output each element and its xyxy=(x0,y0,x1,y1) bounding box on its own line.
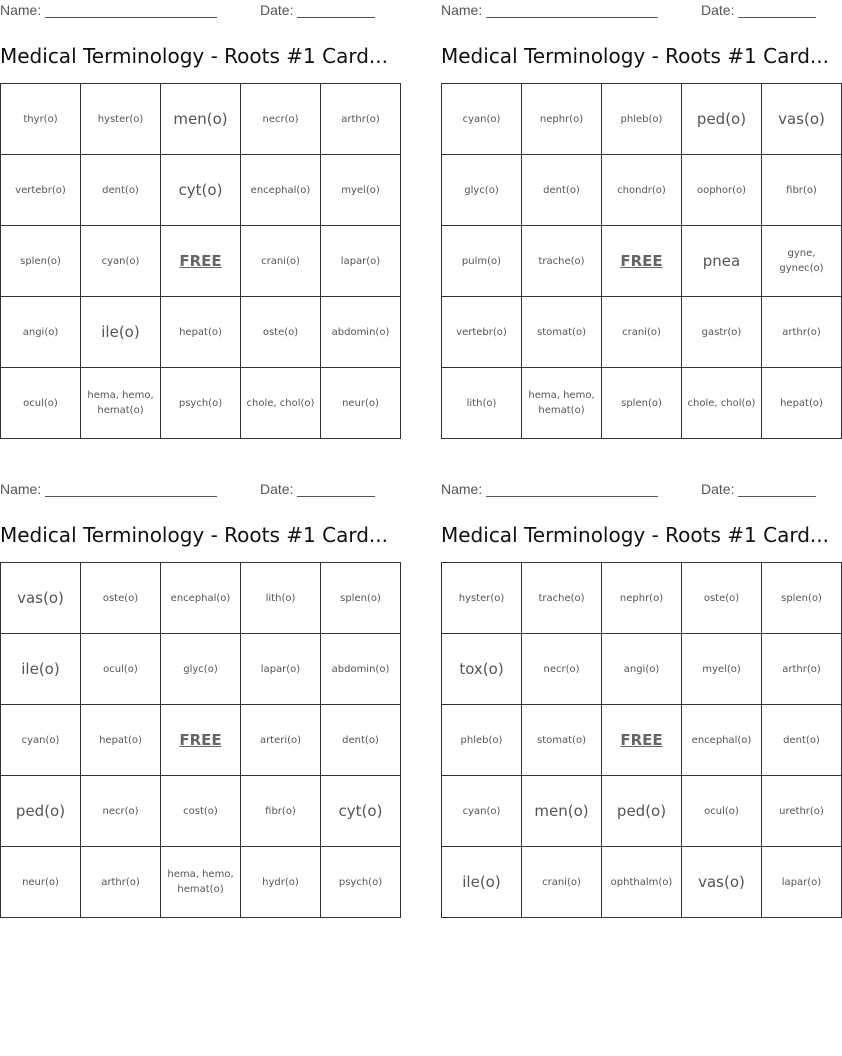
bingo-cell: encephal(o) xyxy=(682,705,762,776)
bingo-cell: vertebr(o) xyxy=(442,297,522,368)
name-blank-line xyxy=(45,17,217,18)
name-blank-line xyxy=(486,496,658,497)
name-label: Name: xyxy=(441,481,483,497)
free-space-cell: FREE xyxy=(161,226,241,297)
bingo-cell: ocul(o) xyxy=(81,634,161,705)
bingo-cell: splen(o) xyxy=(762,563,842,634)
bingo-cell: necr(o) xyxy=(522,634,602,705)
bingo-cell: cyt(o) xyxy=(161,155,241,226)
free-space-cell: FREE xyxy=(602,226,682,297)
bingo-cell: oste(o) xyxy=(81,563,161,634)
card-title: Medical Terminology - Roots #1 Card... xyxy=(441,523,829,547)
name-label: Name: xyxy=(0,2,42,18)
free-space-cell: FREE xyxy=(161,705,241,776)
name-blank-line xyxy=(45,496,217,497)
bingo-cell: lapar(o) xyxy=(241,634,321,705)
name-label: Name: xyxy=(441,2,483,18)
grid-row xyxy=(1,563,401,634)
bingo-grid xyxy=(441,83,842,439)
grid-row xyxy=(442,226,842,297)
name-label: Name: xyxy=(0,481,42,497)
grid-row xyxy=(442,705,842,776)
bingo-cell: glyc(o) xyxy=(161,634,241,705)
bingo-cell: cost(o) xyxy=(161,776,241,847)
bingo-cell: oophor(o) xyxy=(682,155,762,226)
grid-row xyxy=(1,84,401,155)
bingo-cell: angi(o) xyxy=(602,634,682,705)
bingo-cell: hepat(o) xyxy=(161,297,241,368)
bingo-cell: cyan(o) xyxy=(1,705,81,776)
bingo-cell: cyt(o) xyxy=(321,776,401,847)
bingo-cell: splen(o) xyxy=(321,563,401,634)
bingo-cell: psych(o) xyxy=(161,368,241,439)
bingo-cell: vas(o) xyxy=(682,847,762,918)
name-date-row xyxy=(0,481,375,499)
card-title: Medical Terminology - Roots #1 Card... xyxy=(0,44,388,68)
bingo-card-3 xyxy=(0,479,390,913)
grid-row xyxy=(442,563,842,634)
bingo-cell: dent(o) xyxy=(321,705,401,776)
grid-row xyxy=(1,226,401,297)
bingo-cell: abdomin(o) xyxy=(321,634,401,705)
card-title: Medical Terminology - Roots #1 Card... xyxy=(0,523,388,547)
bingo-cell: psych(o) xyxy=(321,847,401,918)
bingo-cell: gyne, gynec(o) xyxy=(762,226,842,297)
bingo-cell: ocul(o) xyxy=(1,368,81,439)
grid-row xyxy=(442,84,842,155)
name-date-row xyxy=(0,2,375,20)
bingo-cell: hema, hemo, hemat(o) xyxy=(522,368,602,439)
bingo-cell: ocul(o) xyxy=(682,776,762,847)
bingo-cell: dent(o) xyxy=(81,155,161,226)
name-blank-line xyxy=(486,17,658,18)
bingo-cell: trache(o) xyxy=(522,226,602,297)
bingo-cell: hepat(o) xyxy=(81,705,161,776)
bingo-cell: splen(o) xyxy=(602,368,682,439)
bingo-cell: tox(o) xyxy=(442,634,522,705)
bingo-cell: ile(o) xyxy=(442,847,522,918)
bingo-cell: neur(o) xyxy=(321,368,401,439)
name-date-row xyxy=(441,2,816,20)
bingo-cell: encephal(o) xyxy=(241,155,321,226)
bingo-cell: men(o) xyxy=(522,776,602,847)
bingo-cell: vertebr(o) xyxy=(1,155,81,226)
bingo-cell: phleb(o) xyxy=(442,705,522,776)
bingo-cell: ile(o) xyxy=(1,634,81,705)
bingo-cell: dent(o) xyxy=(762,705,842,776)
bingo-cell: arteri(o) xyxy=(241,705,321,776)
bingo-cell: trache(o) xyxy=(522,563,602,634)
bingo-cell: glyc(o) xyxy=(442,155,522,226)
bingo-cell: nephr(o) xyxy=(522,84,602,155)
bingo-cell: urethr(o) xyxy=(762,776,842,847)
grid-row xyxy=(442,368,842,439)
bingo-cell: cyan(o) xyxy=(81,226,161,297)
date-blank-line xyxy=(297,496,375,497)
bingo-cell: arthr(o) xyxy=(762,297,842,368)
bingo-cell: fibr(o) xyxy=(241,776,321,847)
bingo-cell: stomat(o) xyxy=(522,705,602,776)
bingo-cell: vas(o) xyxy=(1,563,81,634)
bingo-cell: hema, hemo, hemat(o) xyxy=(161,847,241,918)
bingo-cell: arthr(o) xyxy=(81,847,161,918)
bingo-cell: splen(o) xyxy=(1,226,81,297)
bingo-cell: ped(o) xyxy=(682,84,762,155)
bingo-cell: arthr(o) xyxy=(762,634,842,705)
grid-row xyxy=(1,297,401,368)
bingo-cell: pulm(o) xyxy=(442,226,522,297)
date-label: Date: xyxy=(701,2,735,18)
bingo-cell: angi(o) xyxy=(1,297,81,368)
bingo-cell: hema, hemo, hemat(o) xyxy=(81,368,161,439)
bingo-cell: myel(o) xyxy=(682,634,762,705)
grid-row xyxy=(442,847,842,918)
grid-row xyxy=(442,776,842,847)
grid-row xyxy=(442,297,842,368)
bingo-cell: lith(o) xyxy=(241,563,321,634)
bingo-cell: hyster(o) xyxy=(81,84,161,155)
grid-row xyxy=(1,155,401,226)
bingo-cell: thyr(o) xyxy=(1,84,81,155)
bingo-cell: ped(o) xyxy=(1,776,81,847)
bingo-cell: encephal(o) xyxy=(161,563,241,634)
card-title: Medical Terminology - Roots #1 Card... xyxy=(441,44,829,68)
bingo-cell: chole, chol(o) xyxy=(682,368,762,439)
bingo-cell: hyster(o) xyxy=(442,563,522,634)
bingo-cell: dent(o) xyxy=(522,155,602,226)
bingo-cell: nephr(o) xyxy=(602,563,682,634)
free-space-cell: FREE xyxy=(602,705,682,776)
bingo-cell: abdomin(o) xyxy=(321,297,401,368)
bingo-cell: crani(o) xyxy=(522,847,602,918)
bingo-cell: ophthalm(o) xyxy=(602,847,682,918)
grid-row xyxy=(1,705,401,776)
bingo-cell: oste(o) xyxy=(241,297,321,368)
bingo-cell: crani(o) xyxy=(241,226,321,297)
bingo-cell: men(o) xyxy=(161,84,241,155)
bingo-cell: myel(o) xyxy=(321,155,401,226)
bingo-cell: pnea xyxy=(682,226,762,297)
bingo-cell: stomat(o) xyxy=(522,297,602,368)
date-blank-line xyxy=(738,17,816,18)
bingo-cell: chole, chol(o) xyxy=(241,368,321,439)
name-date-row xyxy=(441,481,816,499)
bingo-cell: fibr(o) xyxy=(762,155,842,226)
bingo-grid xyxy=(0,83,401,439)
grid-row xyxy=(442,155,842,226)
date-label: Date: xyxy=(260,481,294,497)
bingo-cell: lapar(o) xyxy=(321,226,401,297)
grid-row xyxy=(1,368,401,439)
bingo-cell: lith(o) xyxy=(442,368,522,439)
bingo-cell: neur(o) xyxy=(1,847,81,918)
bingo-grid xyxy=(0,562,401,918)
date-label: Date: xyxy=(260,2,294,18)
bingo-cell: phleb(o) xyxy=(602,84,682,155)
bingo-cell: vas(o) xyxy=(762,84,842,155)
bingo-cell: necr(o) xyxy=(81,776,161,847)
bingo-cell: necr(o) xyxy=(241,84,321,155)
bingo-card-1 xyxy=(0,0,390,434)
bingo-cell: cyan(o) xyxy=(442,84,522,155)
bingo-cell: cyan(o) xyxy=(442,776,522,847)
bingo-cell: ile(o) xyxy=(81,297,161,368)
bingo-cell: arthr(o) xyxy=(321,84,401,155)
bingo-cell: lapar(o) xyxy=(762,847,842,918)
date-label: Date: xyxy=(701,481,735,497)
bingo-cell: hydr(o) xyxy=(241,847,321,918)
date-blank-line xyxy=(738,496,816,497)
grid-row xyxy=(442,634,842,705)
bingo-cell: ped(o) xyxy=(602,776,682,847)
grid-row xyxy=(1,776,401,847)
bingo-card-2 xyxy=(441,0,829,434)
bingo-cell: gastr(o) xyxy=(682,297,762,368)
grid-row xyxy=(1,634,401,705)
date-blank-line xyxy=(297,17,375,18)
bingo-cell: oste(o) xyxy=(682,563,762,634)
grid-row xyxy=(1,847,401,918)
bingo-cell: crani(o) xyxy=(602,297,682,368)
bingo-cell: hepat(o) xyxy=(762,368,842,439)
bingo-cell: chondr(o) xyxy=(602,155,682,226)
bingo-grid xyxy=(441,562,842,918)
bingo-card-4 xyxy=(441,479,829,913)
